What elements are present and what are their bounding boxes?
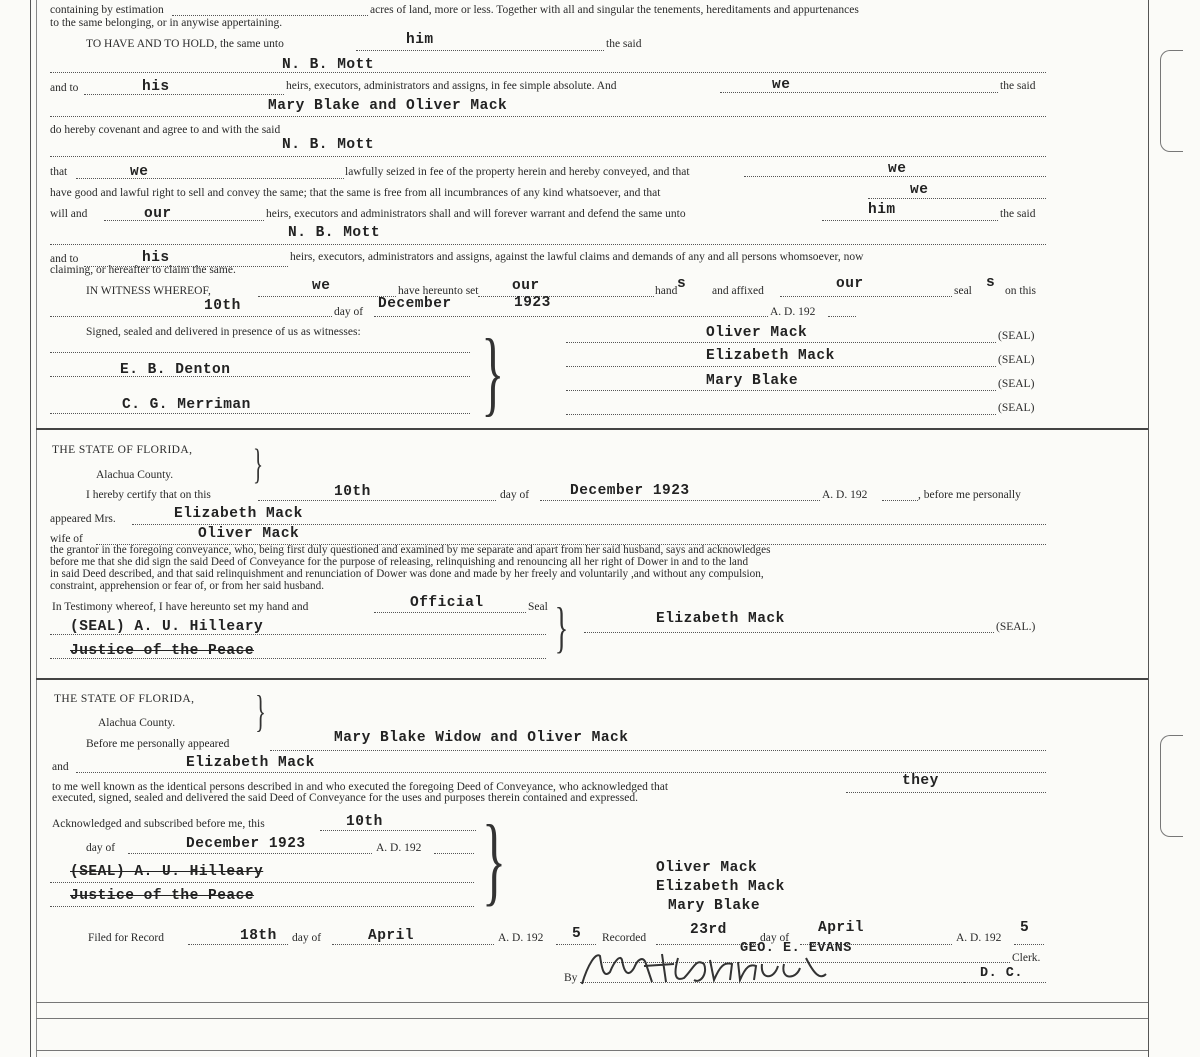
text-line: A. D. 192 <box>498 932 544 944</box>
text-line: the said <box>606 38 642 50</box>
filled-grantee-name: N. B. Mott <box>282 57 375 73</box>
section-divider <box>36 1050 1148 1051</box>
grantor-signature: Elizabeth Mack <box>706 348 835 364</box>
bracket: } <box>253 442 264 488</box>
text-line: By <box>564 972 578 984</box>
county-heading: Alachua County. <box>96 469 174 481</box>
text-line: , before me personally <box>918 489 1021 501</box>
filled-plural: s <box>677 276 687 292</box>
notary-title: Justice of the Peace <box>70 643 255 659</box>
text-line: have good and lawful right to sell and convey the same; that the same is free from all incumbrances of any kind whatsoever, and that <box>50 187 661 199</box>
seal-label: (SEAL) <box>998 378 1035 390</box>
text-line: constraint, apprehension or fear of, or from her said husband. <box>50 580 325 592</box>
text-line: and <box>52 761 69 773</box>
filled-name: Elizabeth Mack <box>174 506 303 522</box>
signer-signature: Mary Blake <box>668 898 761 914</box>
recorded-day: 23rd <box>690 922 727 938</box>
filled-grantee-pronoun: him <box>868 202 896 218</box>
text-line: hand <box>655 285 678 297</box>
text-line: day of <box>292 932 322 944</box>
filled-pronoun: we <box>312 278 331 294</box>
bracket: } <box>482 804 506 915</box>
section-divider <box>36 428 1148 430</box>
text-line: seal <box>954 285 972 297</box>
deputy-clerk-label: D. C. <box>980 966 1024 981</box>
text-line: will and <box>50 208 88 220</box>
witness-signature: C. G. Merriman <box>122 397 251 413</box>
text-line: appeared Mrs. <box>50 513 116 525</box>
grantor-signature: Oliver Mack <box>706 325 808 341</box>
seal-label: (SEAL) <box>998 402 1035 414</box>
text-line: A. D. 192 <box>956 932 1002 944</box>
text-line: to the same belonging, or in anywise appertaining. <box>50 17 283 29</box>
text-line: before me that she did sign the said Deed of Conveyance for the purpose of releasing, relinquishing and renouncing all her right of Dower in and to the land <box>50 556 749 568</box>
text-line: wife of <box>50 533 83 545</box>
filled-day: 10th <box>204 298 241 314</box>
witness-intro: Signed, sealed and delivered in presence of us as witnesses: <box>86 326 361 338</box>
filled-pronoun: our <box>836 276 864 292</box>
filled-pronoun: we <box>772 77 791 93</box>
text-line: in said Deed described, and that said relinquishment and renunciation of Dower was done and made by her freely and voluntarily ,and without any compulsion, <box>50 568 764 580</box>
grantor-signature: Mary Blake <box>706 373 799 389</box>
text-line: do hereby covenant and agree to and with the said <box>50 124 281 136</box>
text-line: the grantor in the foregoing conveyance, who, being first duly questioned and examined by me separate and apart from her said husband, says and acknowledges <box>50 544 771 556</box>
text-line: executed, signed, sealed and delivered the said Deed of Conveyance for the uses and purposes therein contained and expressed. <box>52 792 638 804</box>
filled-pronoun: they <box>902 773 939 789</box>
filled-date: December 1923 <box>570 483 690 499</box>
text-line: I hereby certify that on this <box>86 489 211 501</box>
text-line: the said <box>1000 208 1036 220</box>
signer-signature: Oliver Mack <box>656 860 758 876</box>
text-line: day of <box>500 489 530 501</box>
clerk-name: GEO. E. EVANS <box>740 941 852 956</box>
seal-label: (SEAL) <box>998 354 1035 366</box>
seal-label: (SEAL.) <box>996 621 1036 633</box>
filled-day: 10th <box>334 484 371 500</box>
text-line: A. D. 192 <box>822 489 868 501</box>
text-line: and to <box>50 253 79 265</box>
filed-month: April <box>368 928 415 944</box>
text-line: and to <box>50 82 79 94</box>
page-border-left <box>30 0 31 1057</box>
bracket: } <box>255 687 266 736</box>
text-line: that <box>50 166 68 178</box>
binder-ring <box>1160 50 1183 152</box>
text-line: heirs, executors and administrators shall and will forever warrant and defend the same unto <box>266 208 686 220</box>
text-line: A. D. 192 <box>376 842 422 854</box>
signer-signature: Elizabeth Mack <box>656 879 785 895</box>
filled-date: December 1923 <box>186 836 306 852</box>
text-line: containing by estimation <box>50 4 164 16</box>
filled-name: Elizabeth Mack <box>186 755 315 771</box>
notary-title: Justice of the Peace <box>70 888 255 904</box>
text-line: heirs, executors, administrators and assigns, against the lawful claims and demands of any and all persons whomsoever, now <box>290 251 864 263</box>
text-line: Filed for Record <box>88 932 165 944</box>
text-line: have hereunto set <box>398 285 479 297</box>
filled-pronoun: his <box>142 79 170 95</box>
notary-name: (SEAL) A. U. Hilleary <box>70 619 264 635</box>
bracket: } <box>554 597 569 659</box>
text-line: Recorded <box>602 932 647 944</box>
state-heading: THE STATE OF FLORIDA, <box>54 693 195 705</box>
text-line: Seal <box>528 601 548 613</box>
notary-name: (SEAL) A. U. Hilleary <box>70 864 264 880</box>
filled-day: 10th <box>346 814 383 830</box>
bracket: } <box>481 319 505 425</box>
text-line: Acknowledged and subscribed before me, this <box>52 818 265 830</box>
text-line: the said <box>1000 80 1036 92</box>
page-border-inner <box>36 0 37 1057</box>
text-line: Clerk. <box>1012 952 1041 964</box>
text-line: IN WITNESS WHEREOF, <box>86 285 211 297</box>
text-line: TO HAVE AND TO HOLD, the same unto <box>86 38 284 50</box>
filled-pronoun: our <box>144 206 172 222</box>
filled-pronoun: we <box>130 164 149 180</box>
text-line: heirs, executors, administrators and assigns, in fee simple absolute. And <box>286 80 617 92</box>
page-border-right <box>1148 0 1149 1057</box>
filled-pronoun: our <box>512 278 540 294</box>
filled-grantee-name: N. B. Mott <box>288 225 381 241</box>
seal-label: (SEAL) <box>998 330 1035 342</box>
filled-grantee-pronoun: him <box>406 32 434 48</box>
section-divider <box>36 1018 1148 1019</box>
text-line: Before me personally appeared <box>86 738 230 750</box>
text-line: lawfully seized in fee of the property herein and hereby conveyed, and that <box>345 166 690 178</box>
recorded-month: April <box>818 920 865 936</box>
filled-grantor-names: Mary Blake and Oliver Mack <box>268 98 508 114</box>
filled-grantee-name: N. B. Mott <box>282 137 375 153</box>
text-line: on this <box>1005 285 1036 297</box>
deputy-clerk-signature <box>574 944 834 990</box>
text-line: day of <box>86 842 116 854</box>
text-line: claiming, or hereafter to claim the same. <box>50 264 236 276</box>
text-line: and affixed <box>712 285 764 297</box>
filed-year: 5 <box>572 926 582 942</box>
text-line: day of <box>760 932 790 944</box>
binder-ring <box>1160 735 1183 837</box>
filled-seal-type: Official <box>410 595 484 611</box>
section-divider <box>36 678 1148 680</box>
recorded-year: 5 <box>1020 920 1030 936</box>
text-line: acres of land, more or less. Together with all and singular the tenements, hereditaments and appurtenances <box>370 4 859 16</box>
filled-names: Mary Blake Widow and Oliver Mack <box>334 730 629 746</box>
text-line: A. D. 192 <box>770 306 816 318</box>
signer-signature: Elizabeth Mack <box>656 611 785 627</box>
filled-name: Oliver Mack <box>198 526 300 542</box>
filled-pronoun: we <box>910 182 929 198</box>
filled-pronoun: we <box>888 161 907 177</box>
filed-day: 18th <box>240 928 277 944</box>
filled-plural: s <box>986 275 996 291</box>
filled-month: December <box>378 296 452 312</box>
filled-pronoun: his <box>142 250 170 266</box>
witness-signature: E. B. Denton <box>120 362 231 378</box>
text-line: In Testimony whereof, I have hereunto set my hand and <box>52 601 309 613</box>
text-line: to me well known as the identical persons described in and who executed the foregoing Deed of Conveyance, who acknowledged that <box>52 781 669 793</box>
state-heading: THE STATE OF FLORIDA, <box>52 444 193 456</box>
section-divider <box>36 1002 1148 1003</box>
county-heading: Alachua County. <box>98 717 176 729</box>
text-line: day of <box>334 306 364 318</box>
filled-year: 1923 <box>514 295 551 311</box>
